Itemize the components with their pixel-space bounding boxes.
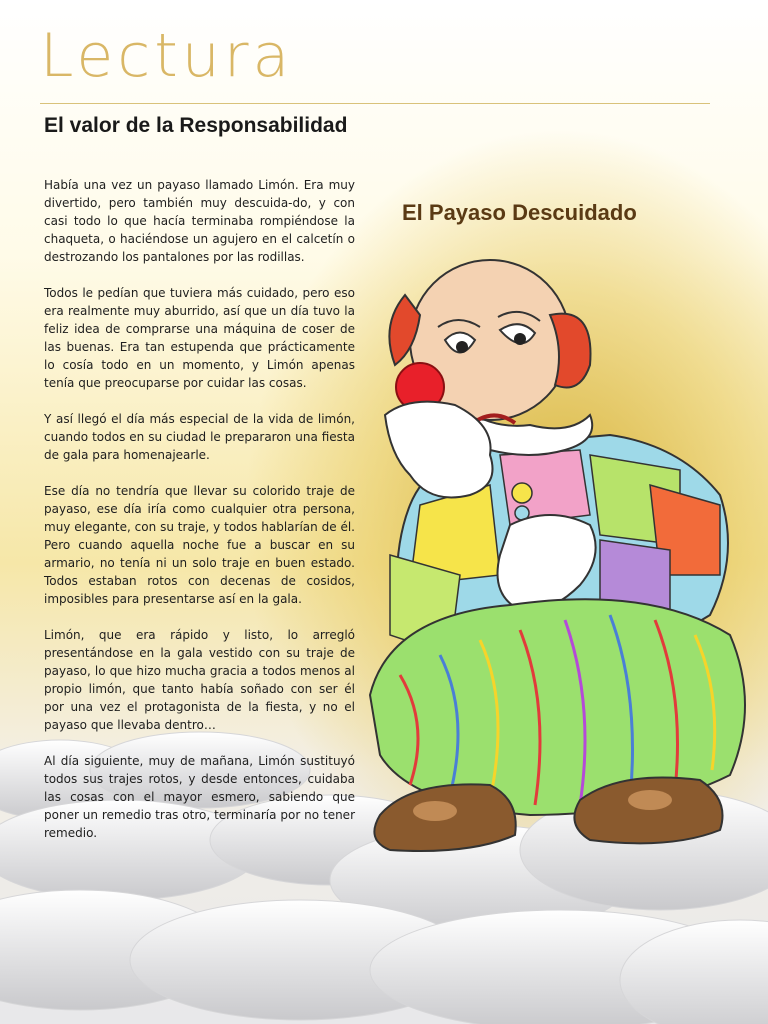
story-paragraph: Limón, que era rápido y listo, lo arregló presentándose en la gala vestido con su traje de payaso, lo que hizo mucha gracia a todos menos al propio limón, que tanto había soñado con ser él por una vez el protagonista de la fiesta, y no el payaso que llevaba dentro…: [44, 628, 355, 732]
title-divider: [40, 103, 710, 104]
page-title: Lectura: [40, 21, 294, 91]
story-body: [44, 176, 355, 860]
story-paragraph: Todos le pedían que tuviera más cuidado, pero eso era realmente muy aburrido, así que un día tuvo la feliz idea de comprarse una máquina de coser de las buenas. Era tan estupenda que prácticamente lo cosía todo en un momento, y Limón apenas tenía que preocuparse por cuidar las cosas.: [44, 286, 355, 390]
story-paragraph: Había una vez un payaso llamado Limón. Era muy divertido, pero también muy descuida-do, y con casi todo lo que hacía terminaba rompiéndose la chaqueta, o haciéndose un agujero en el calcetín o destrozando los pantalones por las rodillas.: [44, 178, 355, 264]
page-subtitle: El valor de la Responsabilidad: [44, 114, 348, 137]
story-paragraph: Al día siguiente, muy de mañana, Limón sustituyó todos sus trajes rotos, y desde entonces, cuidaba las cosas con el mayor esmero, sabiendo que poner un remedio tras otro, terminaría por no tener remedio.: [44, 754, 355, 840]
story-paragraph: Ese día no tendría que llevar su colorido traje de payaso, ese día iría como cualquier otra persona, muy elegante, con su traje, y todos hablarían de él. Pero cuando aquella noche fue a buscar en su armario, no tenía ni un solo traje en buen estado. Todos estaban rotos con decenas de cosidos, imposibles para presentarse así en la gala.: [44, 484, 355, 606]
story-title: El Payaso Descuidado: [402, 200, 637, 225]
sad-clown-illustration: [350, 255, 760, 875]
story-paragraph: Y así llegó el día más especial de la vida de limón, cuando todos en su ciudad le prepararon una fiesta de gala para homenajearle.: [44, 412, 355, 462]
